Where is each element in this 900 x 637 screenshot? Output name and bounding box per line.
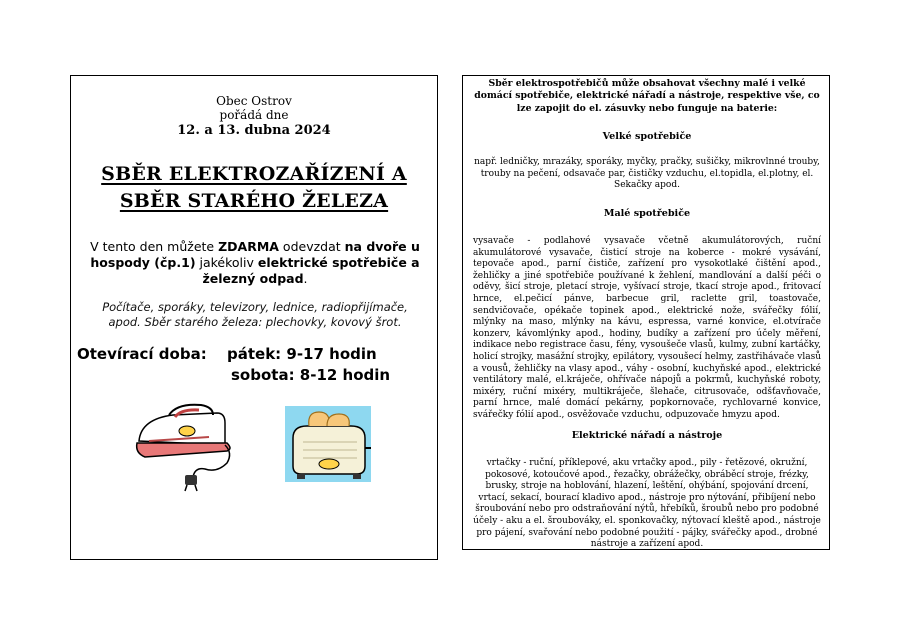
info-place: na dvoře u hospody (čp.1) xyxy=(90,239,420,270)
info-panel xyxy=(462,75,830,550)
info-text: V tento den můžete xyxy=(90,239,219,254)
title-line1: SBĚR ELEKTROZAŘÍZENÍ A xyxy=(101,163,407,185)
title-line2: SBĚR STARÉHO ŽELEZA xyxy=(119,190,389,212)
organizer-name: Obec Ostrov xyxy=(216,94,292,108)
large-appliances-heading: Velké spotřebiče xyxy=(602,131,692,142)
info-what: elektrické spotřebiče a železný odpad xyxy=(202,255,420,286)
small-appliances-heading: Malé spotřebiče xyxy=(603,208,691,219)
hours-label: Otevírací doba: xyxy=(77,345,207,363)
hours-friday: pátek: 9-17 hodin xyxy=(227,345,377,363)
info-free: ZDARMA xyxy=(218,239,279,254)
toaster-icon xyxy=(283,404,375,486)
items-line2: apod. Sběr starého železa: plechovky, kovový šrot. xyxy=(108,315,402,329)
opening-hours xyxy=(77,344,390,386)
small-appliances-text: vysavače - podlahové vysavače včetně akumulátorových, ruční akumulátorové vysavače, čisticí stroje na koberce - mokré vysávání, tepovače apod., parní čističe, zařízení pro vysokotlaké čištění apod., žehličky a jiné spotřebiče používané k žehlení, mandlování a další péči o oděvy, šicí stroje, pletací stroje, vyšívací stroje, tkací stroje apod., fritovací hrnce, el.pečicí pánve, barbecue gril, raclette gril, toastovače, sendvičovače, opékače topinek apod., elektrické nože, svářečky fólií, mlýnky na maso, mlýnky na kávu, espressa, varné konvice, el.otvírače konzerv, kávomlýnky apod., hodiny, budíky a zařízení pro účely měření, indikace nebo registrace času, fény, vysoušeče vlasů, kulmy, zubní kartáčky, holicí strojky, masážní strojky, epilátory, vysoušecí helmy, zastřihávače vlasů a vousů, žehličky na vlasy apod., váhy - osobní, kuchyňské apod., elektrické ventilátory malé, el.kráječe, ohřívače nápojů a pokrmů, kuchyňské roboty, mixéry, ruční mixéry, multikráječe, šlehače, citrusovače, odšťavňovače, parní hrnce, malé domácí pekárny, popkornovače, rychlovarné konvice, svářečky fólií apod., osvěžovače vzduchu, odpuzovače hmyzu apod. xyxy=(473,236,821,420)
info-text: . xyxy=(303,271,308,286)
iron-icon xyxy=(129,401,239,493)
organizer xyxy=(71,94,437,122)
hours-saturday: sobota: 8-12 hodin xyxy=(231,366,391,384)
poster-title xyxy=(71,161,437,215)
organizer-line2: pořádá dne xyxy=(219,108,289,122)
poster-panel xyxy=(70,75,438,560)
info-paragraph xyxy=(81,239,429,287)
event-date: 12. a 13. dubna 2024 xyxy=(177,123,331,138)
tools-text: vrtačky - ruční, příklepové, aku vrtačky apod., pily - řetězové, okružní, pokosové, kotoučové apod., řezačky, obrážečky, obráběcí stroje, frézky, brusky, stroje na hoblování, hlazení, leštění, ohýbání, spojování drcení, vrtací, sekací, bourací kladivo apod., nástroje pro nýtování, přibíjení nebo šroubování nebo pro odstraňování nýtů, hřebíků, šroubů nebo pro podobné účely - aku a el. šroubováky, el. sponkovačky, nýtovací kleště apod., nástroje pro pájení, svařování nebo podobné použití - pájky, svářečky apod., drobné nástroje a zařízení apod. xyxy=(473,458,821,550)
tools-heading: Elektrické nářadí a nástroje xyxy=(571,430,723,441)
intro-text: Sběr elektrospotřebičů může obsahovat všechny malé i velké domácí spotřebiče, elektrické nářadí a nástroje, respektive vše, co lze zapojit do el. zásuvky nebo funguje na baterie: xyxy=(474,78,820,114)
info-text: odevzdat xyxy=(278,239,345,254)
items-line1: Počítače, sporáky, televizory, lednice, radiopřijímače, xyxy=(102,300,408,314)
large-appliances-text: např. ledničky, mrazáky, sporáky, myčky, pračky, sušičky, mikrovlnné trouby, trouby na pečení, odsavače par, čističky vzduchu, el.topidla, el.plotny, el. Sekačky apod. xyxy=(474,157,820,191)
info-text: jakékoliv xyxy=(195,255,258,270)
items-list xyxy=(81,300,429,330)
